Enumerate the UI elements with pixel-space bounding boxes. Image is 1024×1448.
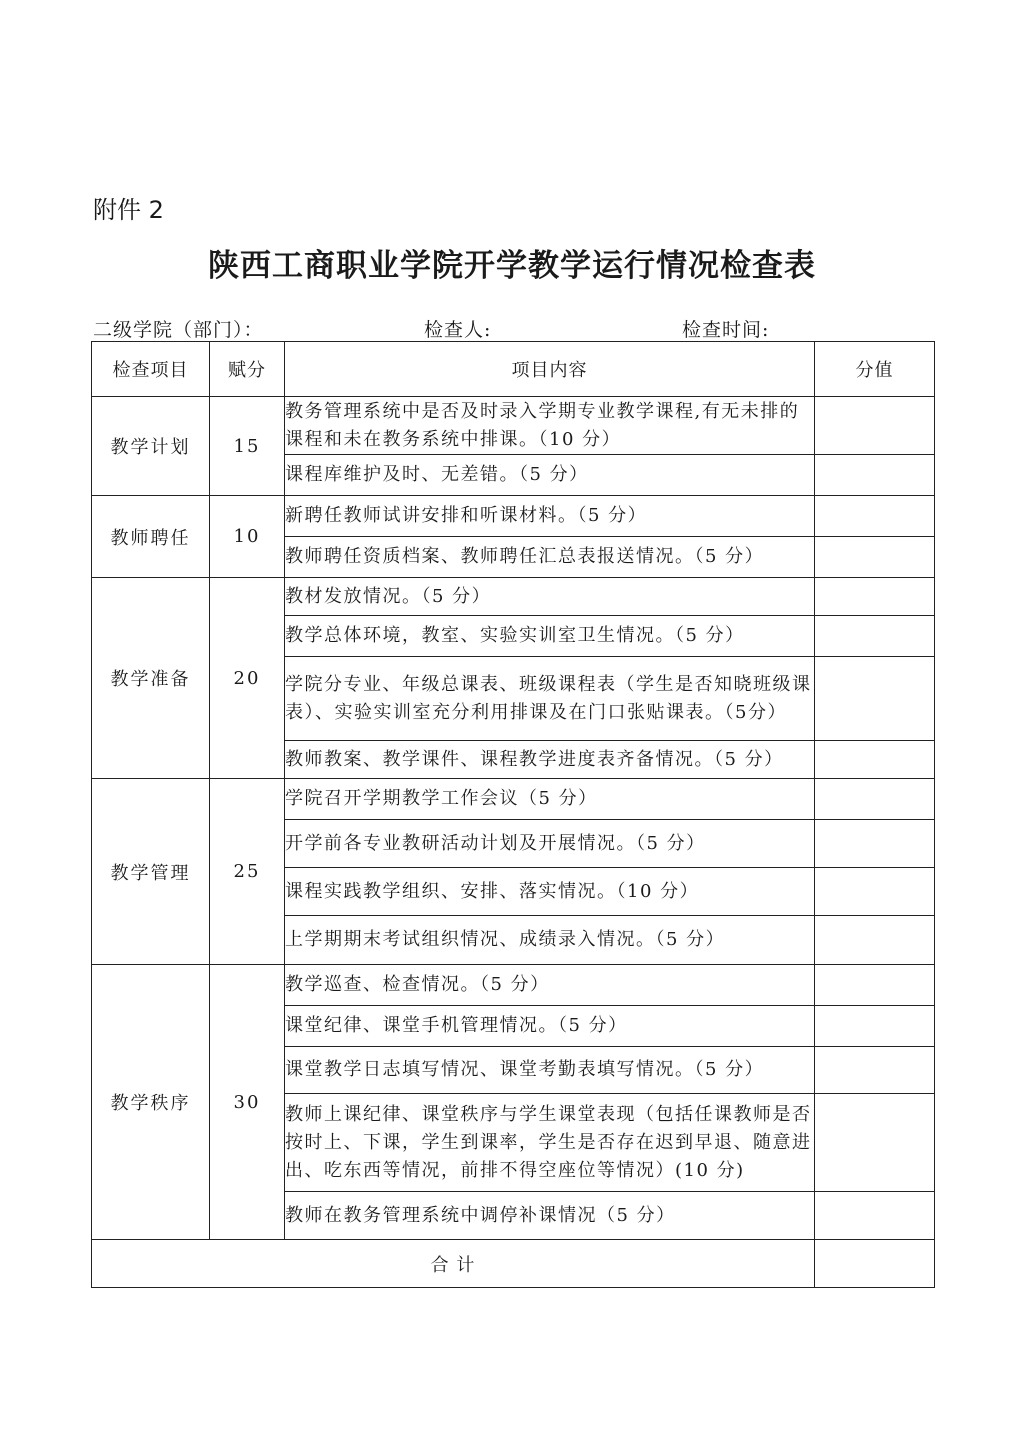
content-cell: 教材发放情况。（5 分） xyxy=(285,578,815,616)
table-header-row xyxy=(92,342,935,397)
content-cell: 开学前各专业教研活动计划及开展情况。（5 分） xyxy=(285,820,815,868)
content-cell: 学院分专业、年级总课表、班级课程表（学生是否知晓班级课表）、实验实训室充分利用排课及在门口张贴课表。（5分） xyxy=(285,657,815,741)
content-cell: 上学期期末考试组织情况、成绩录入情况。（5 分） xyxy=(285,916,815,965)
score-cell: 25 xyxy=(210,779,285,965)
content-cell: 教务管理系统中是否及时录入学期专业教学课程,有无未排的课程和未在教务系统中排课。（10 分） xyxy=(285,397,815,455)
document-title: 陕西工商职业学院开学教学运行情况检查表 xyxy=(208,248,816,284)
inspection-table xyxy=(91,341,935,1288)
category-cell: 教学秩序 xyxy=(92,965,210,1240)
content-cell: 课程实践教学组织、安排、落实情况。（10 分） xyxy=(285,868,815,916)
category-cell: 教学管理 xyxy=(92,779,210,965)
content-cell: 教学总体环境，教室、实验实训室卫生情况。（5 分） xyxy=(285,616,815,657)
total-row xyxy=(92,1240,935,1288)
college-label: 二级学院（部门）： xyxy=(93,319,264,341)
content-cell: 教师在教务管理系统中调停补课情况（5 分） xyxy=(285,1192,815,1240)
header-value: 分值 xyxy=(815,342,935,397)
category-cell: 教师聘任 xyxy=(92,496,210,578)
table-row xyxy=(92,965,935,1006)
header-score: 赋分 xyxy=(210,342,285,397)
value-cell[interactable] xyxy=(815,455,935,496)
total-label: 合 计 xyxy=(92,1240,815,1288)
value-cell[interactable] xyxy=(815,397,935,455)
content-cell: 新聘任教师试讲安排和听课材料。（5 分） xyxy=(285,496,815,537)
content-cell: 教学巡查、检查情况。（5 分） xyxy=(285,965,815,1006)
value-cell[interactable] xyxy=(815,916,935,965)
value-cell[interactable] xyxy=(815,1094,935,1192)
header-item: 检查项目 xyxy=(92,342,210,397)
inspector-label: 检查人: xyxy=(424,319,492,341)
content-cell: 教师聘任资质档案、教师聘任汇总表报送情况。（5 分） xyxy=(285,537,815,578)
content-cell: 教师教案、教学课件、课程教学进度表齐备情况。（5 分） xyxy=(285,741,815,779)
value-cell[interactable] xyxy=(815,965,935,1006)
value-cell[interactable] xyxy=(815,537,935,578)
value-cell[interactable] xyxy=(815,578,935,616)
score-cell: 20 xyxy=(210,578,285,779)
content-cell: 教师上课纪律、课堂秩序与学生课堂表现（包括任课教师是否按时上、下课，学生到课率，学生是否存在迟到早退、随意进出、吃东西等情况，前排不得空座位等情况）(10 分) xyxy=(285,1094,815,1192)
content-cell: 学院召开学期教学工作会议（5 分） xyxy=(285,779,815,820)
value-cell[interactable] xyxy=(815,779,935,820)
table-row xyxy=(92,496,935,537)
score-cell: 30 xyxy=(210,965,285,1240)
category-cell: 教学计划 xyxy=(92,397,210,496)
category-cell: 教学准备 xyxy=(92,578,210,779)
content-cell: 课堂教学日志填写情况、课堂考勤表填写情况。（5 分） xyxy=(285,1047,815,1094)
value-cell[interactable] xyxy=(815,868,935,916)
table-row xyxy=(92,397,935,455)
attachment-label: 附件 2 xyxy=(93,196,164,224)
value-cell[interactable] xyxy=(815,657,935,741)
value-cell[interactable] xyxy=(815,616,935,657)
value-cell[interactable] xyxy=(815,496,935,537)
header-content: 项目内容 xyxy=(285,342,815,397)
inspection-time-label: 检查时间: xyxy=(682,319,770,341)
total-value-cell[interactable] xyxy=(815,1240,935,1288)
content-cell: 课程库维护及时、无差错。（5 分） xyxy=(285,455,815,496)
value-cell[interactable] xyxy=(815,1006,935,1047)
table-row xyxy=(92,779,935,820)
value-cell[interactable] xyxy=(815,1047,935,1094)
table-row xyxy=(92,578,935,616)
value-cell[interactable] xyxy=(815,741,935,779)
value-cell[interactable] xyxy=(815,820,935,868)
score-cell: 15 xyxy=(210,397,285,496)
value-cell[interactable] xyxy=(815,1192,935,1240)
content-cell: 课堂纪律、课堂手机管理情况。（5 分） xyxy=(285,1006,815,1047)
score-cell: 10 xyxy=(210,496,285,578)
